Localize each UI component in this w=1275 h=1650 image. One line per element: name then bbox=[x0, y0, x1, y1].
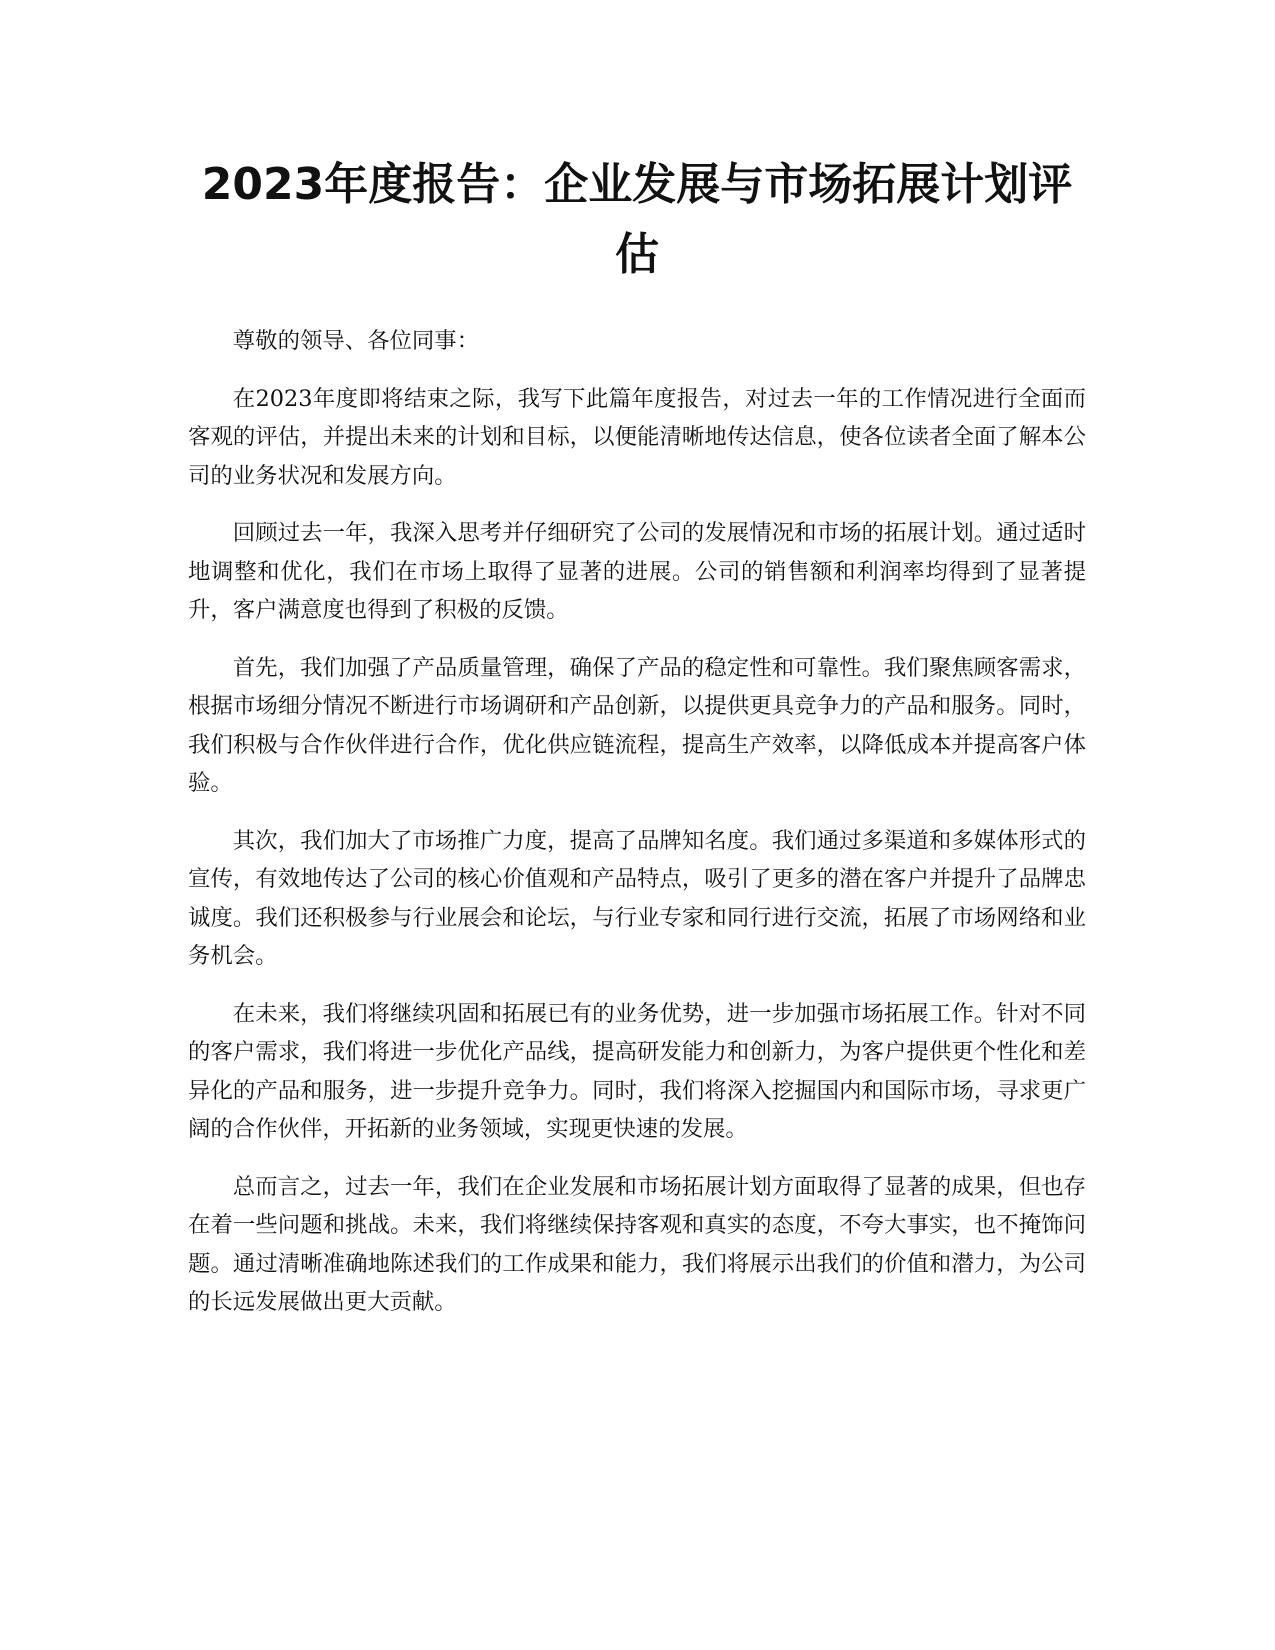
paragraph-summary: 总而言之，过去一年，我们在企业发展和市场拓展计划方面取得了显著的成果，但也存在着一些问题和挑战。未来，我们将继续保持客观和真实的态度，不夸大事实，也不掩饰问题。通过清晰准确地陈述我们的工作成果和能力，我们将展示出我们的价值和潜力，为公司的长远发展做出更大贡献。 bbox=[188, 1173, 1086, 1315]
paragraph-future: 在未来，我们将继续巩固和拓展已有的业务优势，进一步加强市场拓展工作。针对不同的客户需求，我们将进一步优化产品线，提高研发能力和创新力，为客户提供更个性化和差异化的产品和服务，进一步提升竞争力。同时，我们将深入挖掘国内和国际市场，寻求更广阔的合作伙伴，开拓新的业务领域，实现更快速的发展。 bbox=[188, 1000, 1086, 1142]
document-title: 2023年度报告：企业发展与市场拓展计划评估 bbox=[201, 159, 1073, 280]
paragraph-review: 回顾过去一年，我深入思考并仔细研究了公司的发展情况和市场的拓展计划。通过适时地调整和优化，我们在市场上取得了显著的进展。公司的销售额和利润率均得到了显著提升，客户满意度也得到了积极的反馈。 bbox=[188, 520, 1086, 623]
document-body bbox=[188, 322, 1086, 1341]
salutation: 尊敬的领导、各位同事： bbox=[232, 328, 480, 354]
paragraph-marketing: 其次，我们加大了市场推广力度，提高了品牌知名度。我们通过多渠道和多媒体形式的宣传，有效地传达了公司的核心价值观和产品特点，吸引了更多的潜在客户并提升了品牌忠诚度。我们还积极参与行业展会和论坛，与行业专家和同行进行交流，拓展了市场网络和业务机会。 bbox=[188, 827, 1086, 969]
document-page bbox=[188, 0, 1086, 1650]
paragraph-quality: 首先，我们加强了产品质量管理，确保了产品的稳定性和可靠性。我们聚焦顾客需求，根据市场细分情况不断进行市场调研和产品创新，以提供更具竞争力的产品和服务。同时，我们积极与合作伙伴进行合作，优化供应链流程，提高生产效率，以降低成本并提高客户体验。 bbox=[188, 654, 1086, 796]
paragraph-intro: 在2023年度即将结束之际，我写下此篇年度报告，对过去一年的工作情况进行全面而客观的评估，并提出未来的计划和目标，以便能清晰地传达信息，使各位读者全面了解本公司的业务状况和发展方向。 bbox=[188, 385, 1086, 489]
